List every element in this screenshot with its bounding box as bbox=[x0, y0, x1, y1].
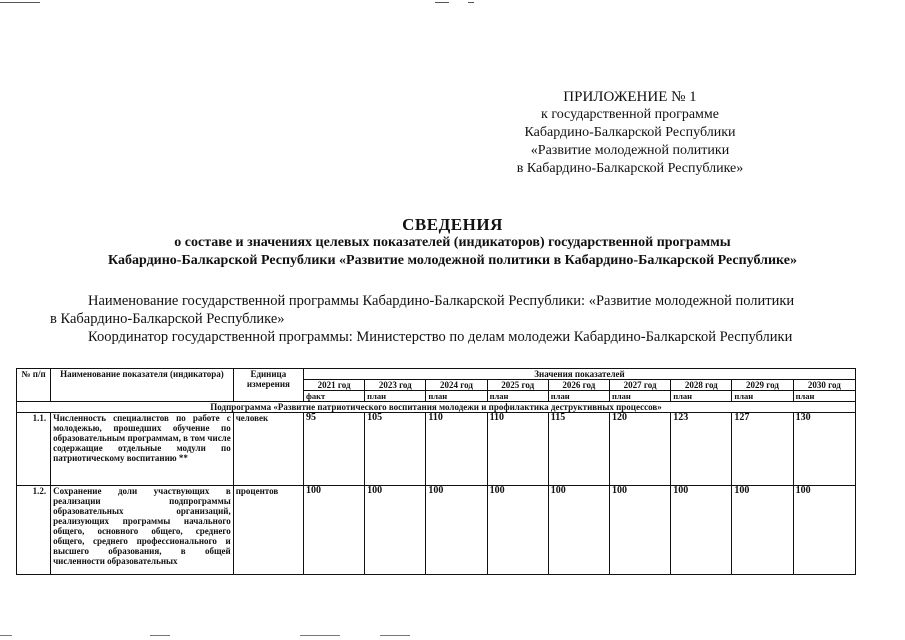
indicator-value: 110 bbox=[487, 413, 548, 486]
program-name-line2: в Кабардино-Балкарской Республике» bbox=[50, 311, 285, 327]
indicator-value: 100 bbox=[365, 486, 426, 575]
subprogram-title: Подпрограмма «Развитие патриотического воспитания молодежи и профилактика деструктивных процессов» bbox=[17, 402, 856, 413]
indicator-name: Численность специалистов по работе с молодежью, прошедших обучение по образовательным программам, в том числе содержащие отдельные модули по патриотическому воспитанию ** bbox=[51, 413, 234, 486]
col-header-name: Наименование показателя (индикатора) bbox=[51, 369, 234, 402]
year-header: 2024 год bbox=[426, 380, 487, 391]
year-header: 2026 год bbox=[548, 380, 609, 391]
col-header-unit: Единица измерения bbox=[233, 369, 303, 402]
indicator-value: 95 bbox=[303, 413, 364, 486]
indicator-value: 100 bbox=[426, 486, 487, 575]
value-type: план bbox=[609, 391, 670, 402]
year-header: 2030 год bbox=[793, 380, 855, 391]
value-type: план bbox=[365, 391, 426, 402]
indicator-value: 127 bbox=[732, 413, 793, 486]
indicator-value: 115 bbox=[548, 413, 609, 486]
indicator-value: 100 bbox=[793, 486, 855, 575]
value-type: план bbox=[671, 391, 732, 402]
appendix-block bbox=[440, 88, 820, 178]
value-type: план bbox=[732, 391, 793, 402]
document-heading bbox=[20, 216, 885, 270]
year-header: 2023 год bbox=[365, 380, 426, 391]
value-type: план bbox=[793, 391, 855, 402]
indicator-value: 100 bbox=[671, 486, 732, 575]
appendix-line: Кабардино-Балкарской Республики bbox=[524, 125, 736, 140]
value-type: план bbox=[548, 391, 609, 402]
indicator-unit: процентов bbox=[233, 486, 303, 575]
year-header: 2028 год bbox=[671, 380, 732, 391]
document-title: СВЕДЕНИЯ bbox=[402, 215, 503, 234]
value-type: факт bbox=[303, 391, 364, 402]
program-name-line1: Наименование государственной программы Кабардино-Балкарской Республики: «Развитие молодежной политики bbox=[88, 293, 795, 309]
appendix-line: в Кабардино-Балкарской Республике» bbox=[516, 161, 744, 176]
indicator-value: 100 bbox=[732, 486, 793, 575]
row-number: 1.1. bbox=[17, 413, 51, 486]
indicator-unit: человек bbox=[233, 413, 303, 486]
subprogram-row bbox=[17, 402, 856, 413]
row-number: 1.2. bbox=[17, 486, 51, 575]
value-type: план bbox=[487, 391, 548, 402]
document-subtitle-line1: о составе и значениях целевых показателей (индикаторов) государственной программы bbox=[174, 235, 731, 250]
table-row bbox=[17, 413, 856, 486]
appendix-line: к государственной программе bbox=[541, 107, 719, 122]
document-subtitle-line2: Кабардино-Балкарской Республики «Развитие молодежной политики в Кабардино-Балкарской Республике» bbox=[108, 253, 797, 268]
year-header: 2025 год bbox=[487, 380, 548, 391]
indicator-value: 100 bbox=[548, 486, 609, 575]
year-header: 2029 год bbox=[732, 380, 793, 391]
indicator-value: 120 bbox=[609, 413, 670, 486]
indicator-value: 105 bbox=[365, 413, 426, 486]
table-row bbox=[17, 486, 856, 575]
indicator-value: 130 bbox=[793, 413, 855, 486]
indicator-value: 100 bbox=[609, 486, 670, 575]
indicators-table bbox=[16, 368, 856, 575]
table-header-row bbox=[17, 369, 856, 380]
program-info bbox=[50, 292, 850, 346]
indicator-value: 100 bbox=[487, 486, 548, 575]
scan-bottom-edge bbox=[0, 630, 905, 640]
indicator-value: 123 bbox=[671, 413, 732, 486]
col-header-num: № п/п bbox=[17, 369, 51, 402]
col-header-values: Значения показателей bbox=[303, 369, 855, 380]
program-coordinator: Координатор государственной программы: Министерство по делам молодежи Кабардино-Балкарской Республики bbox=[88, 329, 793, 345]
indicator-value: 110 bbox=[426, 413, 487, 486]
appendix-title: ПРИЛОЖЕНИЕ № 1 bbox=[563, 89, 697, 105]
year-header: 2021 год bbox=[303, 380, 364, 391]
year-header: 2027 год bbox=[609, 380, 670, 391]
value-type: план bbox=[426, 391, 487, 402]
indicator-value: 100 bbox=[303, 486, 364, 575]
scan-top-edge bbox=[0, 0, 905, 10]
indicator-name: Сохранение доли участвующих в реализации подпрограммы образовательных организаций, реализующих программы начального общего, основного общего, среднего общего, среднего профессионального и высшего образования, в общей численности образовательных bbox=[51, 486, 234, 575]
appendix-line: «Развитие молодежной политики bbox=[530, 143, 730, 158]
